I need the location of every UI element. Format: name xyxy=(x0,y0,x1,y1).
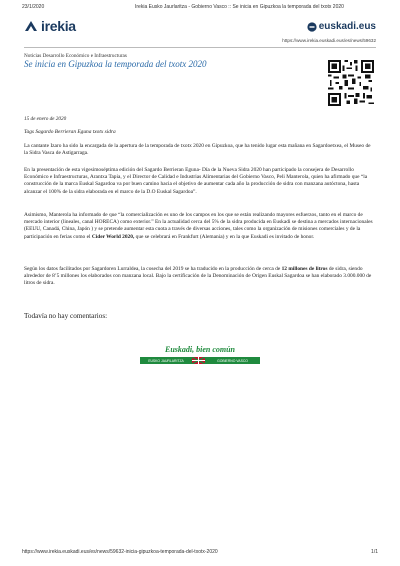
paragraph-3 xyxy=(24,212,374,241)
euskadi-e-icon xyxy=(307,22,317,32)
paragraph-4-bold: 12 millones de litros xyxy=(281,266,328,272)
paragraph-3-text-a: Asimismo, Manterola ha informado de que “la comercialización es uno de los campos en los que se están realizando mayores esfuerzos, tanto en el marco de mercado interior (lineales, canal HORECA) como exterior.” En la actualidad cerca del 5% de la sidra producida en Euskadi se destina a mercados internacionales (EEUU, Canadá, China, Japón ) y se pretende aumentar esta cuota a través de diversas acciones, tales como la organización de misiones comerciales y de la participación en ferias como el xyxy=(24,212,373,240)
paragraph-2: En la presentación de esta vigesimoséptima edición del Sagardo Berrieran Eguna- Día de la Nueva Sidra 2020 han participado la consejera de Desarrollo Económico e Infraestructuras, Arantxa Tapia, y el Director de Calidad e Industrias Alimentarias del Gobierno Vasco, Peli Manterola, quien ha afirmado que “la construcción de la marca Euskal Sagardoa va por buen camino hacia el objetivo de aumentar cada año la producción de sidra con manzana autóctona, hasta alcanzar el 100% de la sidra elaborada en el marco de la D.O Euskal Sagardoa”. xyxy=(24,167,368,195)
euskadi-logo[interactable] xyxy=(307,21,376,32)
qr-code-icon xyxy=(328,60,374,106)
paragraph-1: La cantante Izaro ha sido la encargada de la apertura de la temporada de txotx 2020 en Gipuzkoa, que ha tenido lugar esta mañana en Sagardoetxea, el Museo de la Sidra Vasca de Astigarraga. xyxy=(24,143,371,157)
print-page-number: 1/1 xyxy=(371,549,378,555)
comments-heading: Todavía no hay comentarios: xyxy=(24,312,108,320)
header-divider xyxy=(24,47,376,48)
irekia-arrow-icon xyxy=(24,20,38,32)
publication-date: 15 de enero de 2020 xyxy=(24,116,67,122)
paragraph-4-text-a: Según los datos facilitados por Sagardoren Lurraldea, la cosecha del 2019 se ha traducido en la producción de cerca de xyxy=(24,266,282,272)
print-date: 23/1/2020 xyxy=(22,4,45,10)
print-footer-url: https://www.irekia.euskadi.eus/es/news/59632-inicia-gipuzkoa-temporada-del-txotx-2020 xyxy=(22,549,218,555)
basque-flag-icon xyxy=(192,357,205,364)
paragraph-3-bold: Cider World 2020, xyxy=(91,233,135,240)
news-tags[interactable]: Tags Sagardo Berrieran Eguna txotx sidra xyxy=(24,129,116,135)
euskadi-logo-text: euskadi.eus xyxy=(318,21,376,32)
irekia-logo-text: irekia xyxy=(41,18,76,34)
irekia-logo[interactable] xyxy=(24,18,76,34)
footer-slogan: Euskadi, bien común xyxy=(164,345,235,354)
footer-left-label: EUSKO JAURLARITZA xyxy=(140,357,192,364)
news-category: Noticias Desarrollo Económico e Infraestructuras xyxy=(24,53,127,59)
footer-logo xyxy=(140,345,260,364)
paragraph-4-text-c: de sidra, siendo alrededor de 8’5 millones los elaborados con manzana local. Bajo la certificación de la Denominación de Origen Euskal Sagardoa se han elaborado 3.000.000 de litros de sidra. xyxy=(24,266,372,287)
footer-government-bar xyxy=(140,357,260,364)
page-url[interactable]: https://www.irekia.euskadi.eus/es/news/59632 xyxy=(282,38,376,43)
print-title: Irekia Eusko Jaurlaritza - Gobierno Vasco :: Se inicia en Gipuzkoa la temporada del txotx 2020 xyxy=(135,4,344,10)
paragraph-3-text-c: que se celebrará en Frankfurt (Alemania) y en la que Euskadi es invitado de honor. xyxy=(134,233,315,240)
footer-right-label: GOBIERNO VASCO xyxy=(205,357,260,364)
news-headline: Se inicia en Gipuzkoa la temporada del txotx 2020 xyxy=(24,59,207,69)
paragraph-4 xyxy=(24,266,374,288)
